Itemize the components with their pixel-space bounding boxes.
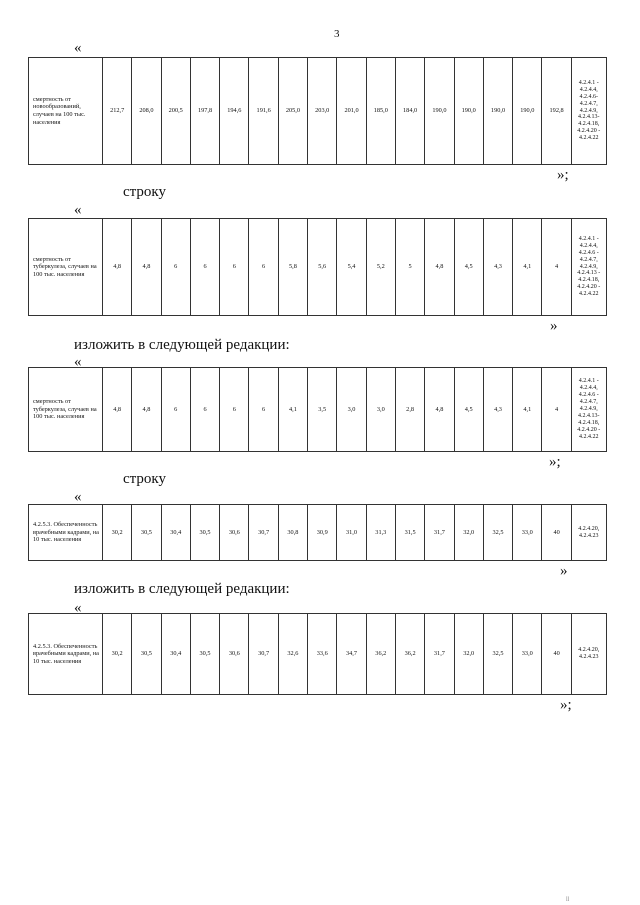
value-cell: 200,5 — [161, 58, 190, 165]
section-heading: строку — [123, 184, 166, 200]
value-cell: 203,0 — [308, 58, 337, 165]
page-number: 3 — [334, 28, 340, 40]
value-cell: 40 — [542, 505, 571, 561]
value-cell: 30,7 — [249, 614, 278, 695]
open-quote: « — [74, 489, 82, 505]
value-cell: 33,0 — [513, 505, 542, 561]
value-cell: 36,2 — [395, 614, 424, 695]
value-cell: 6 — [220, 219, 249, 316]
value-cell: 4,5 — [454, 368, 483, 452]
value-cell: 4,3 — [483, 219, 512, 316]
section-heading: изложить в следующей редакции: — [74, 337, 290, 353]
value-cell: 4,8 — [103, 368, 132, 452]
indicator-label: 4.2.5.3. Обеспеченность врачебными кадрами, на 10 тыс. населения — [29, 505, 103, 561]
value-cell: 4,1 — [278, 368, 307, 452]
table-row — [29, 219, 607, 316]
value-cell: 190,0 — [425, 58, 454, 165]
value-cell: 190,0 — [454, 58, 483, 165]
value-cell: 30,6 — [220, 505, 249, 561]
value-cell: 197,8 — [190, 58, 219, 165]
value-cell: 40 — [542, 614, 571, 695]
reference-cell: 4.2.4.1 - 4.2.4.4, 4.2.4.6 - 4.2.4.7, 4.2.4.9, 4.2.4.13- 4.2.4.18, 4.2.4.20 - 4.2.4.22 — [571, 368, 606, 452]
reference-cell: 4.2.4.1 - 4.2.4.4, 4.2.4.6 - 4.2.4.7, 4.2.4.9, 4.2.4.13 - 4.2.4.18, 4.2.4.20 - 4.2.4.22 — [571, 219, 606, 316]
value-cell: 5,2 — [366, 219, 395, 316]
value-cell: 30,4 — [161, 505, 190, 561]
value-cell: 30,2 — [103, 505, 132, 561]
value-cell: 6 — [161, 219, 190, 316]
reference-cell: 4.2.4.20, 4.2.4.23 — [571, 614, 606, 695]
value-cell: 184,0 — [395, 58, 424, 165]
reference-cell: 4.2.4.1 - 4.2.4.4, 4.2.4.6- 4.2.4.7, 4.2.4.9, 4.2.4.13- 4.2.4.18, 4.2.4.20 - 4.2.4.22 — [571, 58, 606, 165]
value-cell: 4,8 — [425, 219, 454, 316]
value-cell: 4 — [542, 219, 571, 316]
value-cell: 5 — [395, 219, 424, 316]
value-cell: 201,0 — [337, 58, 366, 165]
value-cell: 31,7 — [425, 505, 454, 561]
value-cell: 5,4 — [337, 219, 366, 316]
value-cell: 191,6 — [249, 58, 278, 165]
value-cell: 4,1 — [513, 368, 542, 452]
value-cell: 3,5 — [308, 368, 337, 452]
value-cell: 36,2 — [366, 614, 395, 695]
indicator-table — [28, 57, 607, 165]
table-row — [29, 505, 607, 561]
value-cell: 34,7 — [337, 614, 366, 695]
value-cell: 3,0 — [366, 368, 395, 452]
value-cell: 2,8 — [395, 368, 424, 452]
indicator-label: смертность от туберкулеза, случаев на 100 тыс. населения — [29, 219, 103, 316]
value-cell: 30,6 — [220, 614, 249, 695]
value-cell: 30,2 — [103, 614, 132, 695]
value-cell: 208,0 — [132, 58, 161, 165]
value-cell: 32,0 — [454, 505, 483, 561]
close-quote: »; — [557, 167, 569, 183]
value-cell: 31,5 — [395, 505, 424, 561]
indicator-table — [28, 504, 607, 561]
section-heading: изложить в следующей редакции: — [74, 581, 290, 597]
value-cell: 32,0 — [454, 614, 483, 695]
table-row — [29, 58, 607, 165]
value-cell: 30,7 — [249, 505, 278, 561]
value-cell: 6 — [220, 368, 249, 452]
value-cell: 30,4 — [161, 614, 190, 695]
value-cell: 6 — [190, 219, 219, 316]
value-cell: 4,1 — [513, 219, 542, 316]
value-cell: 5,8 — [278, 219, 307, 316]
value-cell: 4,8 — [132, 219, 161, 316]
value-cell: 30,9 — [308, 505, 337, 561]
indicator-table — [28, 218, 607, 316]
value-cell: 31,0 — [337, 505, 366, 561]
value-cell: 30,5 — [190, 505, 219, 561]
value-cell: 190,0 — [483, 58, 512, 165]
value-cell: 30,8 — [278, 505, 307, 561]
value-cell: 30,5 — [190, 614, 219, 695]
value-cell: 6 — [249, 219, 278, 316]
value-cell: 4,8 — [132, 368, 161, 452]
value-cell: 6 — [249, 368, 278, 452]
value-cell: 33,6 — [308, 614, 337, 695]
open-quote: « — [74, 354, 82, 370]
open-quote: « — [74, 40, 82, 56]
value-cell: 5,6 — [308, 219, 337, 316]
value-cell: 4,3 — [483, 368, 512, 452]
indicator-label: 4.2.5.3. Обеспеченность врачебными кадрами, на 10 тыс. населения — [29, 614, 103, 695]
value-cell: 194,6 — [220, 58, 249, 165]
value-cell: 205,0 — [278, 58, 307, 165]
value-cell: 212,7 — [103, 58, 132, 165]
value-cell: 31,3 — [366, 505, 395, 561]
indicator-label: смертность от новообразований, случаев на 100 тыс. населения — [29, 58, 103, 165]
footer-mark: ll — [566, 897, 570, 903]
value-cell: 185,0 — [366, 58, 395, 165]
value-cell: 4,8 — [103, 219, 132, 316]
value-cell: 32,5 — [483, 505, 512, 561]
value-cell: 31,7 — [425, 614, 454, 695]
value-cell: 6 — [190, 368, 219, 452]
close-quote: » — [560, 563, 568, 579]
close-quote: »; — [549, 454, 561, 470]
close-quote: »; — [560, 697, 572, 713]
value-cell: 32,5 — [483, 614, 512, 695]
value-cell: 4 — [542, 368, 571, 452]
open-quote: « — [74, 600, 82, 616]
indicator-label: смертность от туберкулеза, случаев на 100 тыс. населения — [29, 368, 103, 452]
open-quote: « — [74, 202, 82, 218]
indicator-table — [28, 367, 607, 452]
value-cell: 6 — [161, 368, 190, 452]
reference-cell: 4.2.4.20, 4.2.4.23 — [571, 505, 606, 561]
table-row — [29, 368, 607, 452]
value-cell: 190,0 — [513, 58, 542, 165]
section-heading: строку — [123, 471, 166, 487]
value-cell: 3,0 — [337, 368, 366, 452]
value-cell: 4,5 — [454, 219, 483, 316]
value-cell: 192,8 — [542, 58, 571, 165]
value-cell: 32,6 — [278, 614, 307, 695]
value-cell: 30,5 — [132, 614, 161, 695]
close-quote: » — [550, 318, 558, 334]
indicator-table — [28, 613, 607, 695]
value-cell: 33,0 — [513, 614, 542, 695]
value-cell: 4,8 — [425, 368, 454, 452]
value-cell: 30,5 — [132, 505, 161, 561]
table-row — [29, 614, 607, 695]
